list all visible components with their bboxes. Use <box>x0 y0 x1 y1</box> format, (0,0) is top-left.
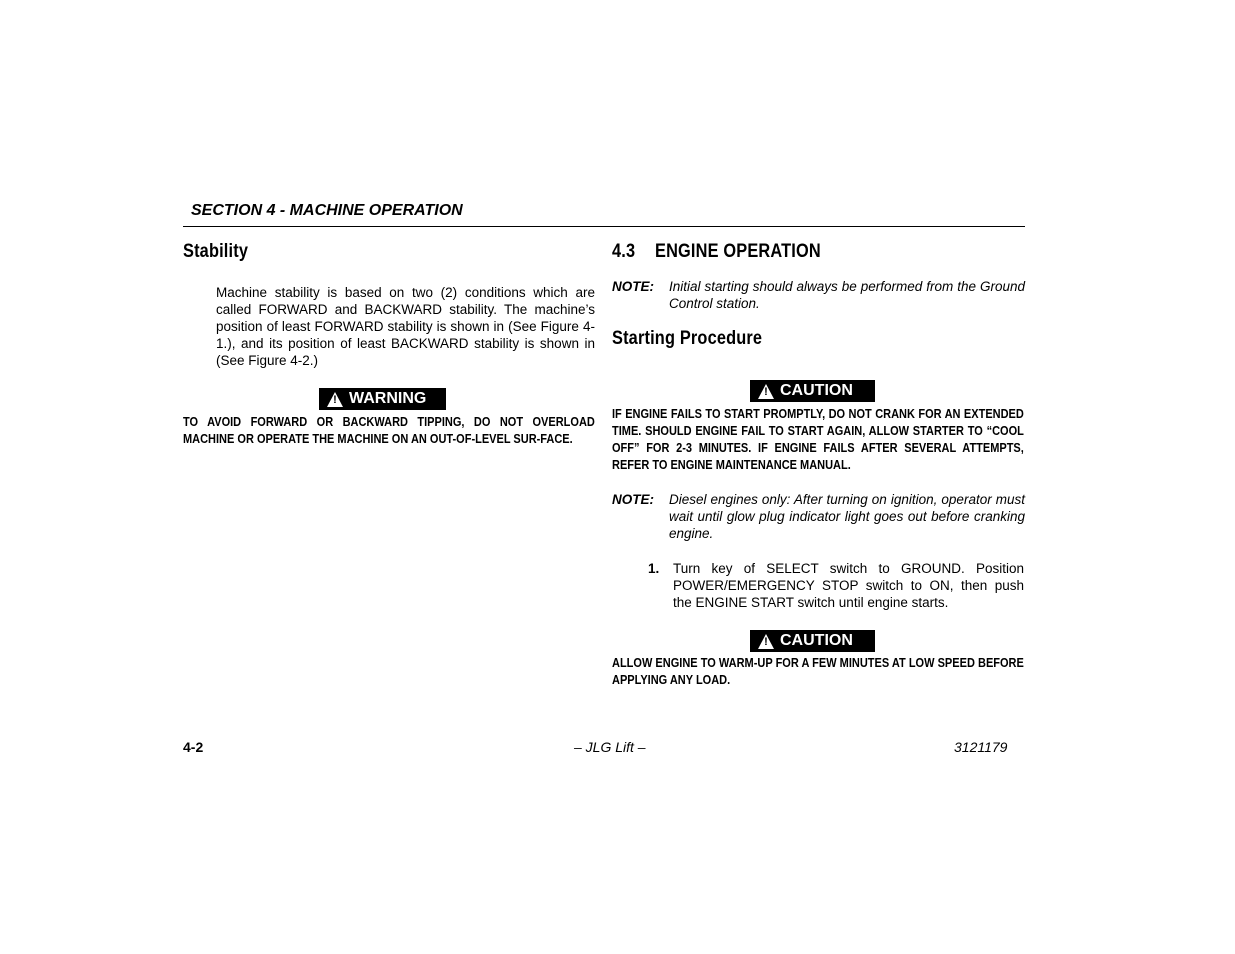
step-number: 1. <box>648 561 660 576</box>
section-header: SECTION 4 - MACHINE OPERATION <box>191 202 463 219</box>
note-initial-starting <box>612 278 1025 312</box>
warning-label <box>319 388 446 410</box>
note-label: NOTE: <box>612 279 654 294</box>
warning-triangle-icon: ! <box>327 392 343 407</box>
warning-label-text: WARNING <box>349 390 427 407</box>
heading-title: ENGINE OPERATION <box>655 241 821 262</box>
caution-label <box>750 380 875 402</box>
warning-text: TO AVOID FORWARD OR BACKWARD TIPPING, DO NOT OVERLOAD MACHINE OR OPERATE THE MACHINE ON AN OUT-OF-LEVEL SUR-FACE. <box>183 415 595 446</box>
caution-label-text: CAUTION <box>780 632 853 649</box>
header-divider <box>183 226 1025 227</box>
stability-paragraph: Machine stability is based on two (2) conditions which are called FORWARD and BACKWARD stability. The machine’s position of least FORWARD stability is shown in (See Figure 4-1.), and its position of least BACKWARD stability is shown in (See Figure 4-2.) <box>216 285 595 368</box>
note-text: Diesel engines only: After turning on ignition, operator must wait until glow plug indicator light goes out before cranking engine. <box>669 492 1025 541</box>
page-number: 4-2 <box>183 739 204 755</box>
caution-label-2 <box>750 630 875 652</box>
starting-procedure-heading: Starting Procedure <box>612 328 763 349</box>
engine-operation-heading <box>612 241 821 263</box>
heading-number: 4.3 <box>612 241 636 262</box>
caution-label-text: CAUTION <box>780 382 853 399</box>
caution-triangle-icon: ! <box>758 634 774 649</box>
note-diesel-engines <box>612 491 1025 542</box>
stability-heading: Stability <box>183 241 249 262</box>
note-label: NOTE: <box>612 492 654 507</box>
caution-triangle-icon: ! <box>758 384 774 399</box>
footer-brand: – JLG Lift – <box>574 739 646 755</box>
step-text: Turn key of SELECT switch to GROUND. Position POWER/EMERGENCY STOP switch to ON, then push the ENGINE START switch until engine starts. <box>673 561 1024 610</box>
caution-text-2: ALLOW ENGINE TO WARM-UP FOR A FEW MINUTES AT LOW SPEED BEFORE APPLYING ANY LOAD. <box>612 656 1024 687</box>
caution-text: IF ENGINE FAILS TO START PROMPTLY, DO NOT CRANK FOR AN EXTENDED TIME. SHOULD ENGINE FAIL TO START AGAIN, ALLOW STARTER TO “COOL OFF” FOR 2-3 MINUTES. IF ENGINE FAILS AFTER SEVERAL ATTEMPTS, REFER TO ENGINE MAINTENANCE MANUAL. <box>612 407 1024 472</box>
document-number: 3121179 <box>954 739 1008 755</box>
step-1 <box>648 560 1024 611</box>
note-text: Initial starting should always be performed from the Ground Control station. <box>669 279 1025 311</box>
